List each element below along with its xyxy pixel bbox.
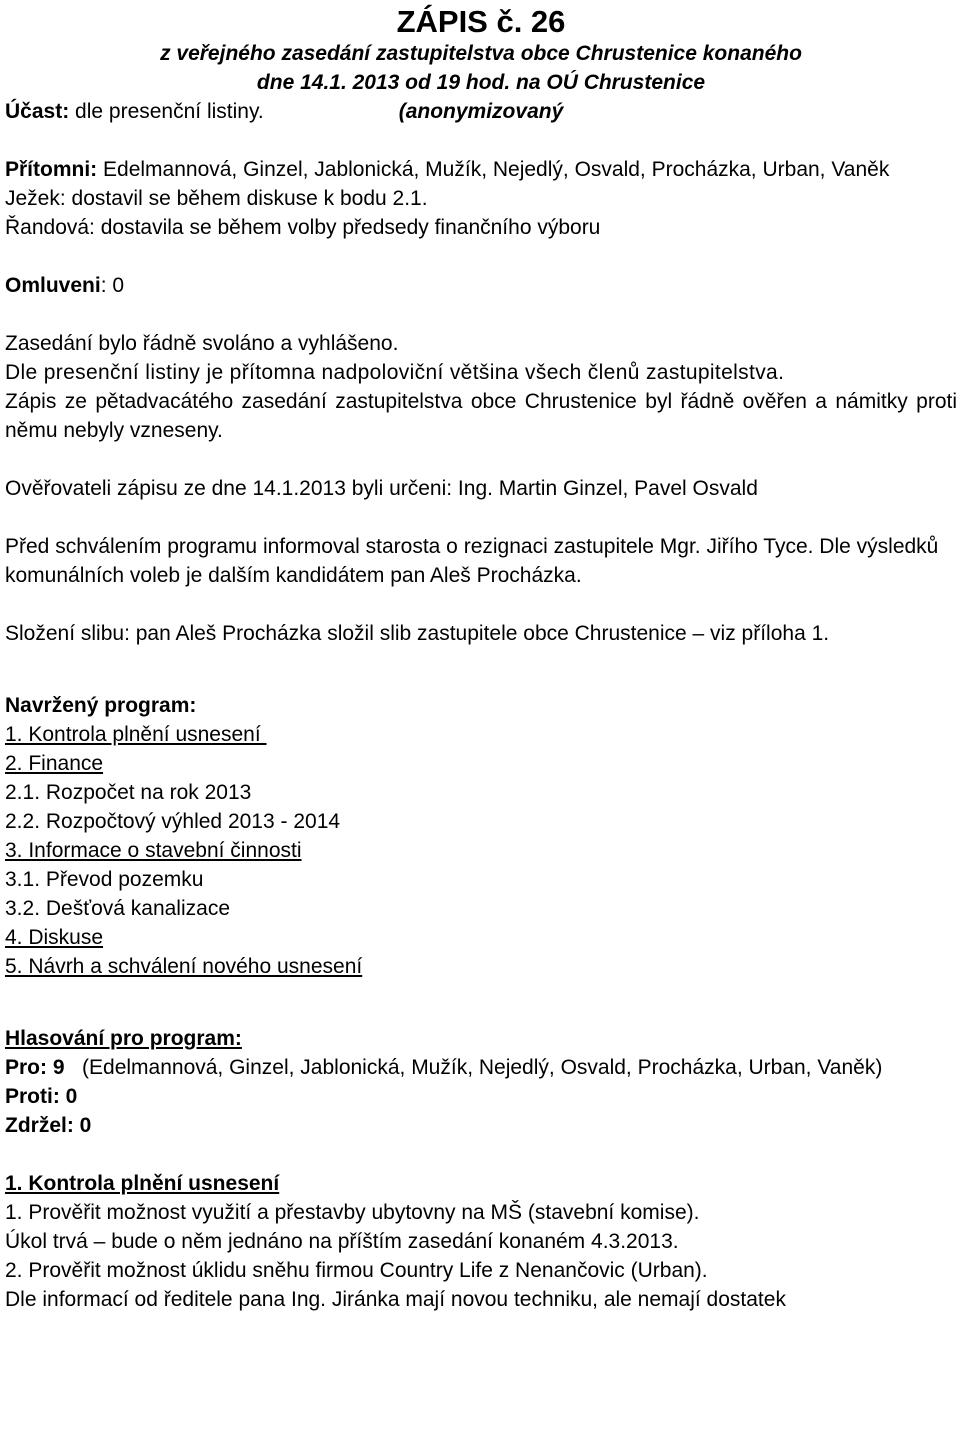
hlasovani-proti: Proti: 0 <box>5 1085 78 1108</box>
vetsina-line: Dle presenční listiny je přítomna nadpoloviční většina všech členů zastupitelstva. <box>5 361 785 384</box>
program-item: 1. Kontrola plnění usnesení <box>5 723 267 746</box>
document-page <box>5 0 957 1314</box>
program-item: 4. Diskuse <box>5 926 104 949</box>
hlasovani-zdrzel: Zdržel: 0 <box>5 1114 92 1137</box>
omluveni-value: : 0 <box>100 274 125 297</box>
document-subtitle-line-3: (anonymizovaný <box>398 100 564 123</box>
pritomni-value: Edelmannová, Ginzel, Jablonická, Mužík, Nejedlý, Osvald, Procházka, Urban, Vaněk <box>97 158 890 181</box>
program-list <box>5 720 957 981</box>
program-item: 3.1. Převod pozemku <box>5 868 204 891</box>
jezek-line: Ježek: dostavil se během diskuse k bodu 2.1. <box>5 187 428 210</box>
program-item: 2.2. Rozpočtový výhled 2013 - 2014 <box>5 810 341 833</box>
section-1-paragraph-1: 1. Prověřit možnost využití a přestavby ubytovny na MŠ (stavební komise). <box>5 1201 700 1224</box>
pritomni-label: Přítomni: <box>5 158 98 181</box>
rezignace-paragraph: Před schválením programu informoval starosta o rezignaci zastupitele Mgr. Jiřího Tyce. Dle výsledků komunálních voleb je dalším kandidátem pan Aleš Procházka. <box>5 535 939 587</box>
section-1-paragraph-4: Dle informací od ředitele pana Ing. Jiránka mají novou techniku, ale nemají dostatek <box>5 1288 786 1311</box>
program-item: 5. Návrh a schválení nového usnesení <box>5 955 363 978</box>
omluveni-line <box>5 271 957 300</box>
zapis-paragraph: Zápis ze pětadvacátého zasedání zastupitelstva obce Chrustenice byl řádně ověřen a námitky proti němu nebyly vzneseny. <box>5 390 957 442</box>
document-subtitle-line-1: z veřejného zasedání zastupitelstva obce Chrustenice konaného <box>160 42 802 65</box>
program-heading: Navržený program: <box>5 694 197 717</box>
svolano-line: Zasedání bylo řádně svoláno a vyhlášeno. <box>5 332 399 355</box>
hlasovani-pro-label: Pro: 9 <box>5 1056 65 1079</box>
slib-paragraph: Složení slibu: pan Aleš Procházka složil slib zastupitele obce Chrustenice – viz příloha 1. <box>5 622 830 645</box>
randova-line: Řandová: dostavila se během volby předsedy finančního výboru <box>5 216 601 239</box>
section-1-paragraph-3: 2. Prověřit možnost úklidu sněhu firmou Country Life z Nenančovic (Urban). <box>5 1259 708 1282</box>
program-item: 3.2. Dešťová kanalizace <box>5 897 231 920</box>
pritomni-paragraph <box>5 155 957 184</box>
hlasovani-pro-value: (Edelmannová, Ginzel, Jablonická, Mužík, Nejedlý, Osvald, Procházka, Urban, Vaněk) <box>64 1056 883 1079</box>
ucast-label: Účast: <box>5 100 70 123</box>
program-item: 2. Finance <box>5 752 104 775</box>
section-1-paragraph-2: Úkol trvá – bude o něm jednáno na příštím zasedání konaném 4.3.2013. <box>5 1230 679 1253</box>
hlasovani-pro-paragraph <box>5 1053 957 1082</box>
omluveni-label: Omluveni <box>5 274 101 297</box>
ucast-value: dle presenční listiny. <box>69 100 264 123</box>
hlasovani-heading: Hlasování pro program: <box>5 1027 242 1050</box>
overovateli-line: Ověřovateli zápisu ze dne 14.1.2013 byli určeni: Ing. Martin Ginzel, Pavel Osvald <box>5 477 758 500</box>
document-title: ZÁPIS č. 26 <box>396 4 566 39</box>
program-item: 3. Informace o stavební činnosti <box>5 839 302 862</box>
section-1-heading: 1. Kontrola plnění usnesení <box>5 1172 280 1195</box>
program-item: 2.1. Rozpočet na rok 2013 <box>5 781 252 804</box>
document-subtitle-line-2: dne 14.1. 2013 od 19 hod. na OÚ Chrustenice <box>256 71 706 94</box>
